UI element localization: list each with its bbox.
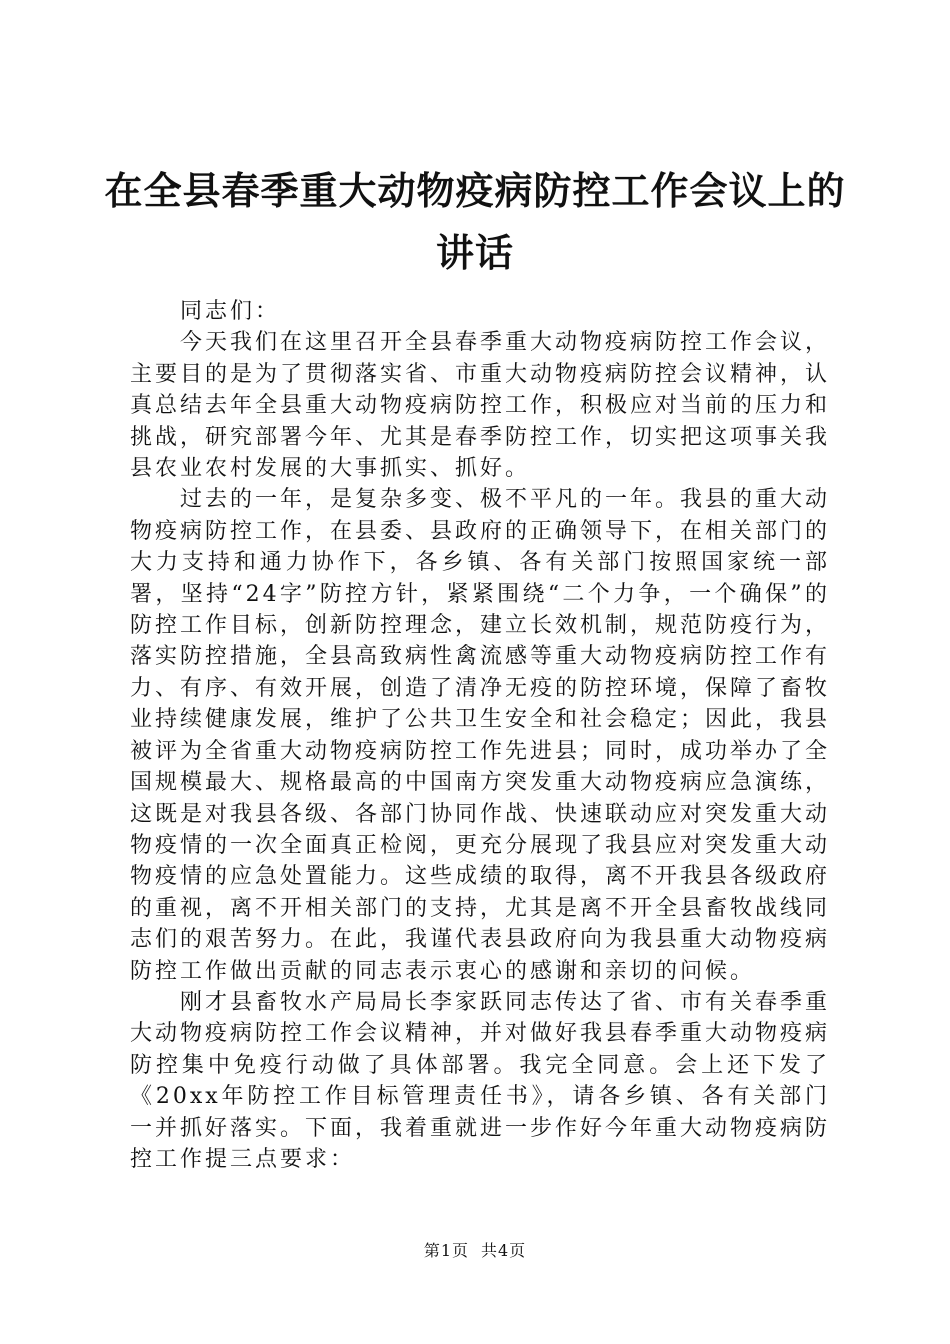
salutation: 同志们： xyxy=(180,299,281,324)
paragraph-3: 刚才县畜牧水产局局长李家跃同志传达了省、市有关春季重大动物疫病防控工作会议精神，并对做好我县春季重大动物疫病防控集中免疫行动做了具体部署。我完全同意。会上还下发了《20xx年防控工作目标管理责任书》，请各乡镇、各有关部门一并抓好落实。下面，我着重就进一步作好今年重大动物疫病防控工作提三点要求： xyxy=(130,989,831,1172)
document-title: 在全县春季重大动物疫病防控工作会议上的讲话 xyxy=(104,169,846,275)
page-total: 共4页 xyxy=(481,1241,527,1260)
page-footer xyxy=(0,1240,950,1262)
paragraph-2: 过去的一年，是复杂多变、极不平凡的一年。我县的重大动物疫病防控工作，在县委、县政府的正确领导下，在相关部门的大力支持和通力协作下，各乡镇、各有关部门按照国家统一部署，坚持“24字”防控方针，紧紧围绕“二个力争，一个确保”的防控工作目标，创新防控理念，建立长效机制，规范防疫行为，落实防控措施，全县高致病性禽流感等重大动物疫病防控工作有力、有序、有效开展，创造了清净无疫的防控环境，保障了畜牧业持续健康发展，维护了公共卫生安全和社会稳定；因此，我县被评为全省重大动物疫病防控工作先进县；同时，成功举办了全国规模最大、规格最高的中国南方突发重大动物疫病应急演练，这既是对我县各级、各部门协同作战、快速联动应对突发重大动物疫情的一次全面真正检阅，更充分展现了我县应对突发重大动物疫情的应急处置能力。这些成绩的取得，离不开我县各级政府的重视，离不开相关部门的支持，尤其是离不开全县畜牧战线同志们的艰苦努力。在此，我谨代表县政府向为我县重大动物疫病防控工作做出贡献的同志表示衷心的感谢和亲切的问候。 xyxy=(130,487,831,984)
paragraph-1: 今天我们在这里召开全县春季重大动物疫病防控工作会议，主要目的是为了贯彻落实省、市重大动物疫病防控会议精神，认真总结去年全县重大动物疫病防控工作，积极应对当前的压力和挑战，研究部署今年、尤其是春季防控工作，切实把这项事关我县农业农村发展的大事抓实、抓好。 xyxy=(130,330,831,482)
page-number: 第1页 xyxy=(423,1241,469,1260)
document-body xyxy=(130,296,830,1175)
